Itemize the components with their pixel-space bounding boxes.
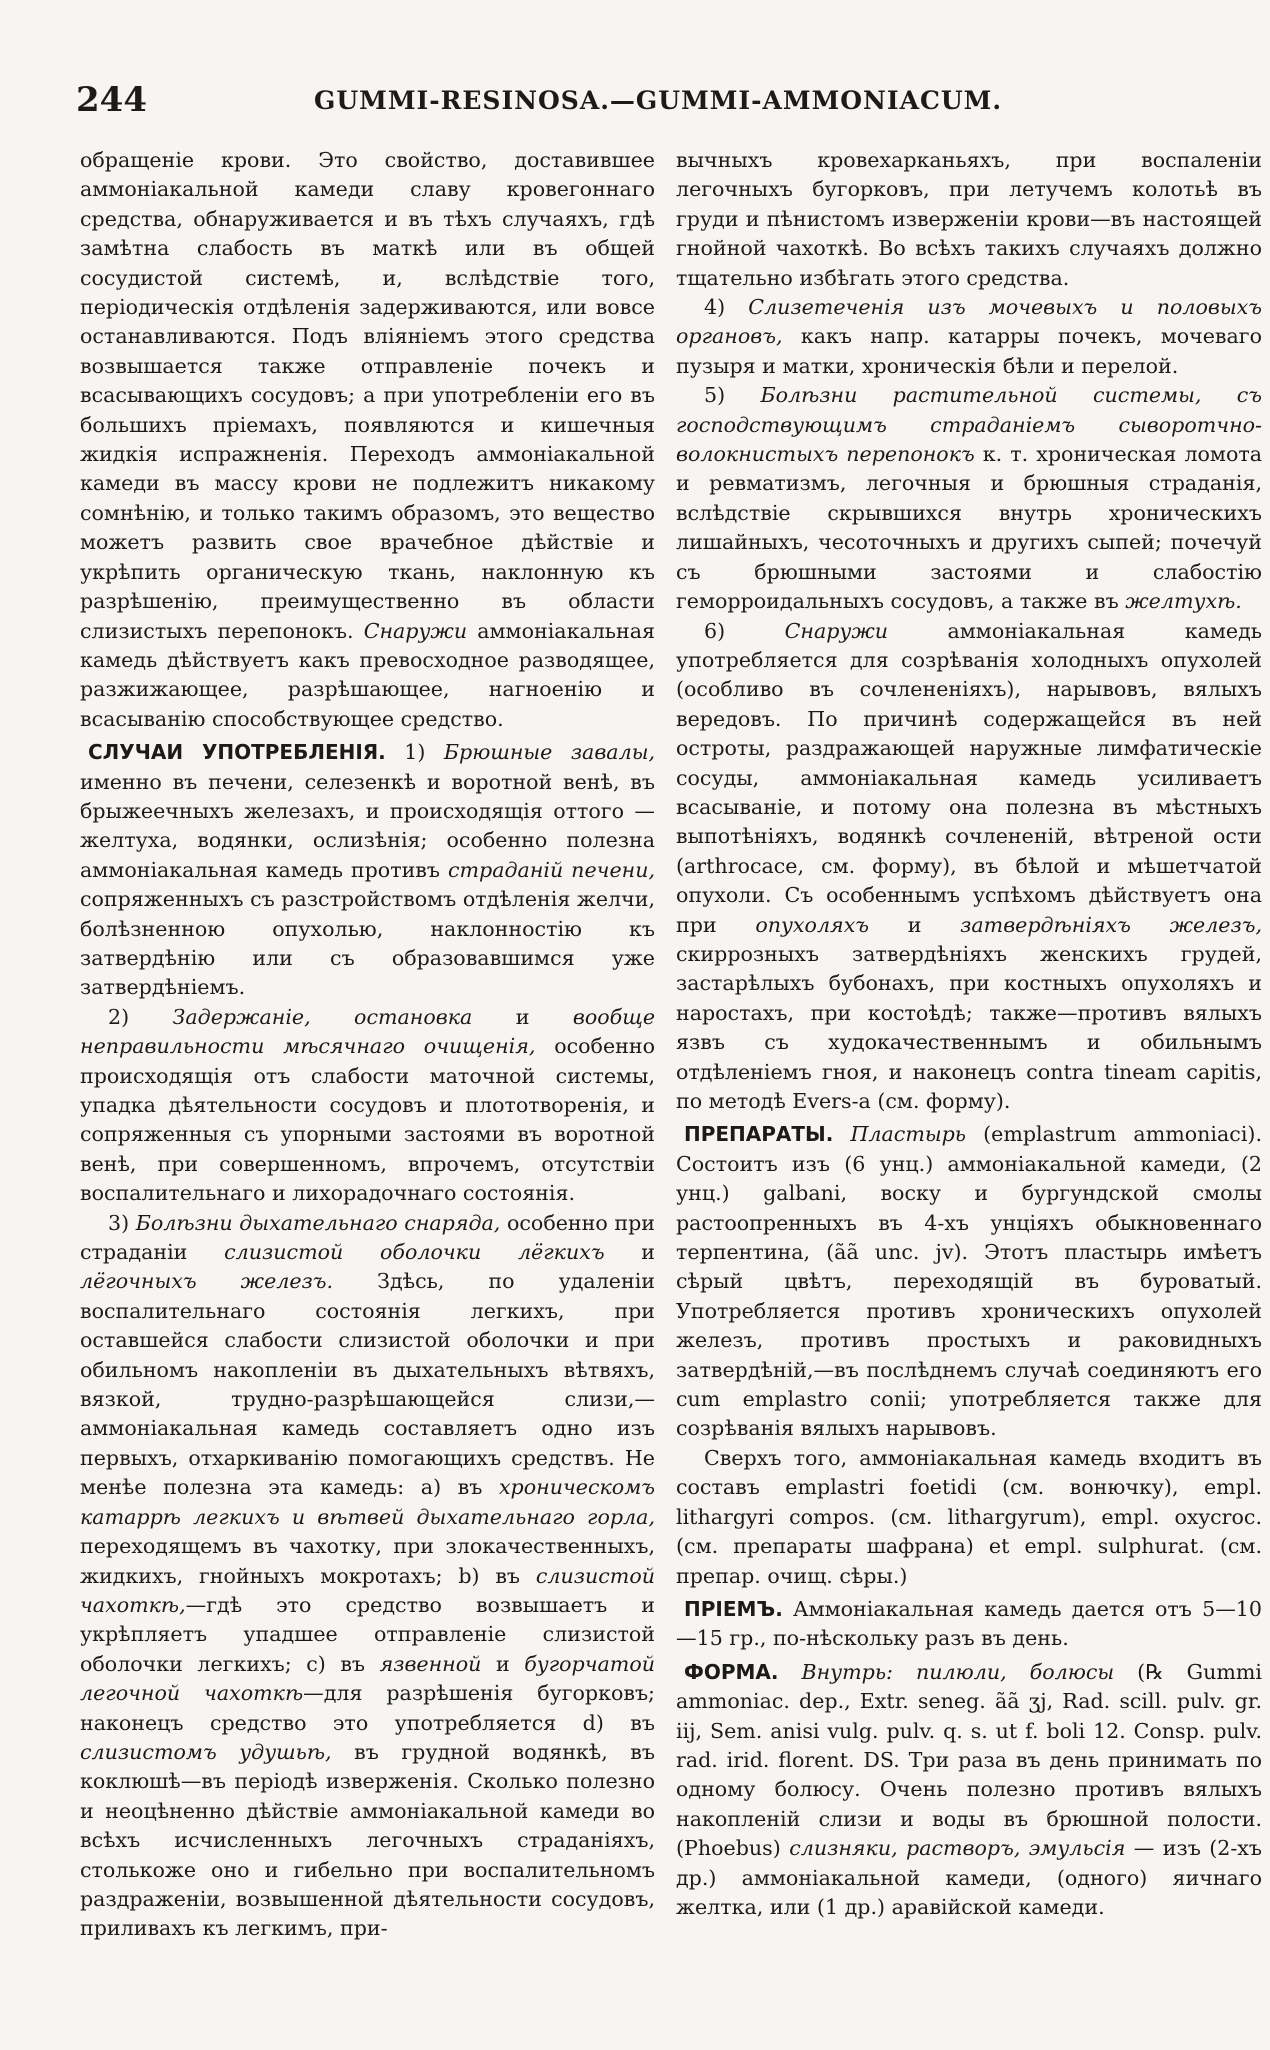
right-column <box>676 146 1262 1922</box>
paragraph-also-included: Сверхъ того, аммоніакальная камедь входитъ въ составъ emplastri foetidi (см. вонючку), empl. lithargyri compos. (см. lithargyrum), empl. oxycroc. (см. препараты шафрана) et empl. sulphurat. (см. препар. очищ. сѣры.) <box>676 1445 1262 1588</box>
paragraph-case-5: 5) Болѣзни растительной системы, съ господствующимъ страданіемъ сыворотчно-волокнистыхъ перепонокъ к. т. хроническая ломота и ревматизмъ, легочныя и брюшныя страданія, вслѣдствіе скрывшихся внутрь хроническихъ лишайныхъ, чесоточныхъ и другихъ сыпей; почечуй съ брюшными застоями и слабостію геморроидальныхъ сосудовъ, а также въ желтухѣ. <box>676 383 1263 614</box>
paragraph-continuation-right: вычныхъ кровехарканьяхъ, при воспаленіи легочныхъ бугорковъ, при летучемъ колотьѣ въ груди и пѣнистомъ изверженіи крови—въ настоящей гнойной чахоткѣ. Во всѣхъ такихъ случаяхъ должно тщательно избѣгать этого средства. <box>676 148 1262 290</box>
page-number: 244 <box>76 80 147 120</box>
section-form: ФОРМА. Внутрь: пилюли, болюсы (℞ Gummi ammoniac. dep., Extr. seneg. ãã ʒj, Rad. scill. pulv. gr. iij, Sem. anisi vulg. pulv. q. s. ut f. boli 12. Consp. pulv. rad. irid. florent. DS. Три раза въ день принимать по одному болюсу. Очень полезно противъ вялыхъ накопленій слизи и воды въ брюшной полости. (Phoebus) слизняки, растворъ, эмульсія — изъ (2-хъ др.) аммоніакальной камеди, (одного) яичнаго желтка, или (1 др.) аравійской камеди. <box>676 1659 1263 1919</box>
section-heading: ПРІЕМЪ. <box>684 1596 783 1621</box>
paragraph-case-3: 3) Болѣзни дыхательнаго снаряда, особенно при страданіи слизистой оболочки лёгкихъ и лёгочныхъ железъ. Здѣсь, по удаленіи воспалительнаго состоянія легкихъ, при оставшейся слабости слизистой оболочки и при обильномъ накопленіи въ дыхательныхъ вѣтвяхъ, вязкой, трудно-разрѣшающейся слизи,—аммоніакальная камедь составляетъ одно изъ первыхъ, отхаркиванію помогающихъ средствъ. Не менѣе полезна эта камедь: a) въ хроническомъ катаррѣ легкихъ и вѣтвей дыхательнаго горла, переходящемъ въ чахотку, при злокачественныхъ, жидкихъ, гнойныхъ мокротахъ; b) въ слизистой чахоткѣ,—гдѣ это средство возвышаетъ и укрѣпляетъ упадшее отправленіе слизистой оболочки легкихъ; c) въ язвенной и бугорчатой легочной чахоткѣ—для разрѣшенія бугорковъ; наконецъ средство это употребляется d) въ слизистомъ удушьѣ, въ грудной водянкѣ, въ коклюшѣ—въ періодѣ изверженія. Сколько полезно и неоцѣненно дѣйствіе аммоніакальной камеди во всѣхъ исчисленныхъ легочныхъ страданіяхъ, столькоже оно и гибельно при воспалительномъ раздраженіи, возвышенной дѣятельности сосудовъ, приливахъ къ легкимъ, при- <box>80 1210 656 1941</box>
paragraph-continuation: обращеніе крови. Это свойство, доставившее аммоніакальной камеди славу кровегоннаго средства, обнаруживается и въ тѣхъ случаяхъ, гдѣ замѣтна слабость въ маткѣ или въ общей сосудистой системѣ, и, вслѣдствіе того, періодическія отдѣленія задерживаются, или вовсе останавливаются. Подъ вліяніемъ этого средства возвышается также отправленіе почекъ и всасывающихъ сосудовъ; а при употребленіи его въ большихъ пріемахъ, появляются и кишечныя жидкія испражненія. Переходъ аммоніакальной камеди въ массу крови не подлежитъ никакому сомнѣнію, и только такимъ образомъ, это вещество можетъ развить свое врачебное дѣйствіе и укрѣпить органическую ткань, наклонную къ разрѣшенію, преимущественно въ области слизистыхъ перепонокъ. Снаружи аммоніакальная камедь дѣйствуетъ какъ превосходное разводящее, разжижающее, разрѣшающее, нагноенію и всасыванію способствующее средство. <box>80 148 656 731</box>
section-heading: ФОРМА. <box>684 1659 779 1684</box>
left-column <box>80 146 655 1944</box>
section-preparations: ПРЕПАРАТЫ. Пластырь (emplastrum ammoniaci). Состоитъ изъ (6 унц.) аммоніакальной камеди, (2 унц.) galbani, воску и бургундской смолы растоопренныхъ въ 4-хъ унціяхъ обыкновеннаго терпентина, (ãã unc. jv). Этотъ пластырь имѣетъ сѣрый цвѣтъ, переходящій въ буроватый. Употребляется противъ хроническихъ опухолей железъ, противъ простыхъ и раковидныхъ затвердѣній,—въ послѣднемъ случаѣ соединяютъ его cum emplastro conii; употребляется также для созрѣванія вялыхъ нарывовъ. <box>676 1122 1262 1441</box>
section-heading: СЛУЧАИ УПОТРЕБЛЕНІЯ. <box>88 740 386 765</box>
paragraph-case-4: 4) Слизетеченія изъ мочевыхъ и половыхъ органовъ, какъ напр. катарры почекъ, мочеваго пузыря и матки, хроническія бѣли и перелой. <box>676 295 1263 378</box>
section-heading: ПРЕПАРАТЫ. <box>684 1122 834 1147</box>
paragraph-case-6: 6) Снаружи аммоніакальная камедь употребляется для созрѣванія холодныхъ опухолей (особливо въ сочлененіяхъ), нарывовъ, вялыхъ вередовъ. По причинѣ содержащейся въ ней остроты, раздражающей наружные лимфатическіе сосуды, аммоніакальная камедь усиливаетъ всасываніе, и потому она полезна въ мѣстныхъ выпотѣніяхъ, водянкѣ сочлененій, вѣтреной ости (arthrocace, см. форму), въ бѣлой и мѣшетчатой опухоли. Съ особеннымъ успѣхомъ дѣйствуетъ она при опухоляхъ и затвердѣніяхъ железъ, скиррозныхъ затвердѣніяхъ женскихъ грудей, застарѣлыхъ бубонахъ, при костныхъ опухоляхъ и наростахъ, при костоѣдѣ; также—противъ вялыхъ язвъ съ худокачественнымъ и обильнымъ отдѣленіемъ гноя, и наконецъ contra tineam capitis, по методѣ Evers-a (см. форму). <box>676 618 1262 1113</box>
running-head: GUMMI-RESINOSA.—GUMMI-AMMONIACUM. <box>314 86 1003 115</box>
page-header <box>76 80 1256 130</box>
section-dosage: ПРІЕМЪ. Аммоніакальная камедь дается отъ 5—10—15 гр., по-нѣскольку разъ въ день. <box>676 1596 1263 1651</box>
paragraph-case-2: 2) Задержаніе, остановка и вообще неправильности мѣсячнаго очищенія, особенно происходящія отъ слабости маточной системы, упадка дѣятельности сосудовъ и плототворенія, и сопряженныя съ упорными застоями въ воротной венѣ, при совершенномъ, впрочемъ, отсутствіи воспалительнаго и лихорадочнаго состоянія. <box>80 1004 656 1206</box>
section-cases-of-use: СЛУЧАИ УПОТРЕБЛЕНІЯ. 1) Брюшные завалы, именно въ печени, селезенкѣ и воротной венѣ, въ брыжеечныхъ железахъ, и происходящія оттого — желтуха, водянки, ослизѣнія; особенно полезна аммоніакальная камедь противъ страданій печени, сопряженныхъ съ разстройствомъ отдѣленія желчи, болѣзненною опухолью, наклонностію къ затвердѣнію или съ образовавшимся уже затвердѣніемъ. <box>80 740 656 1000</box>
